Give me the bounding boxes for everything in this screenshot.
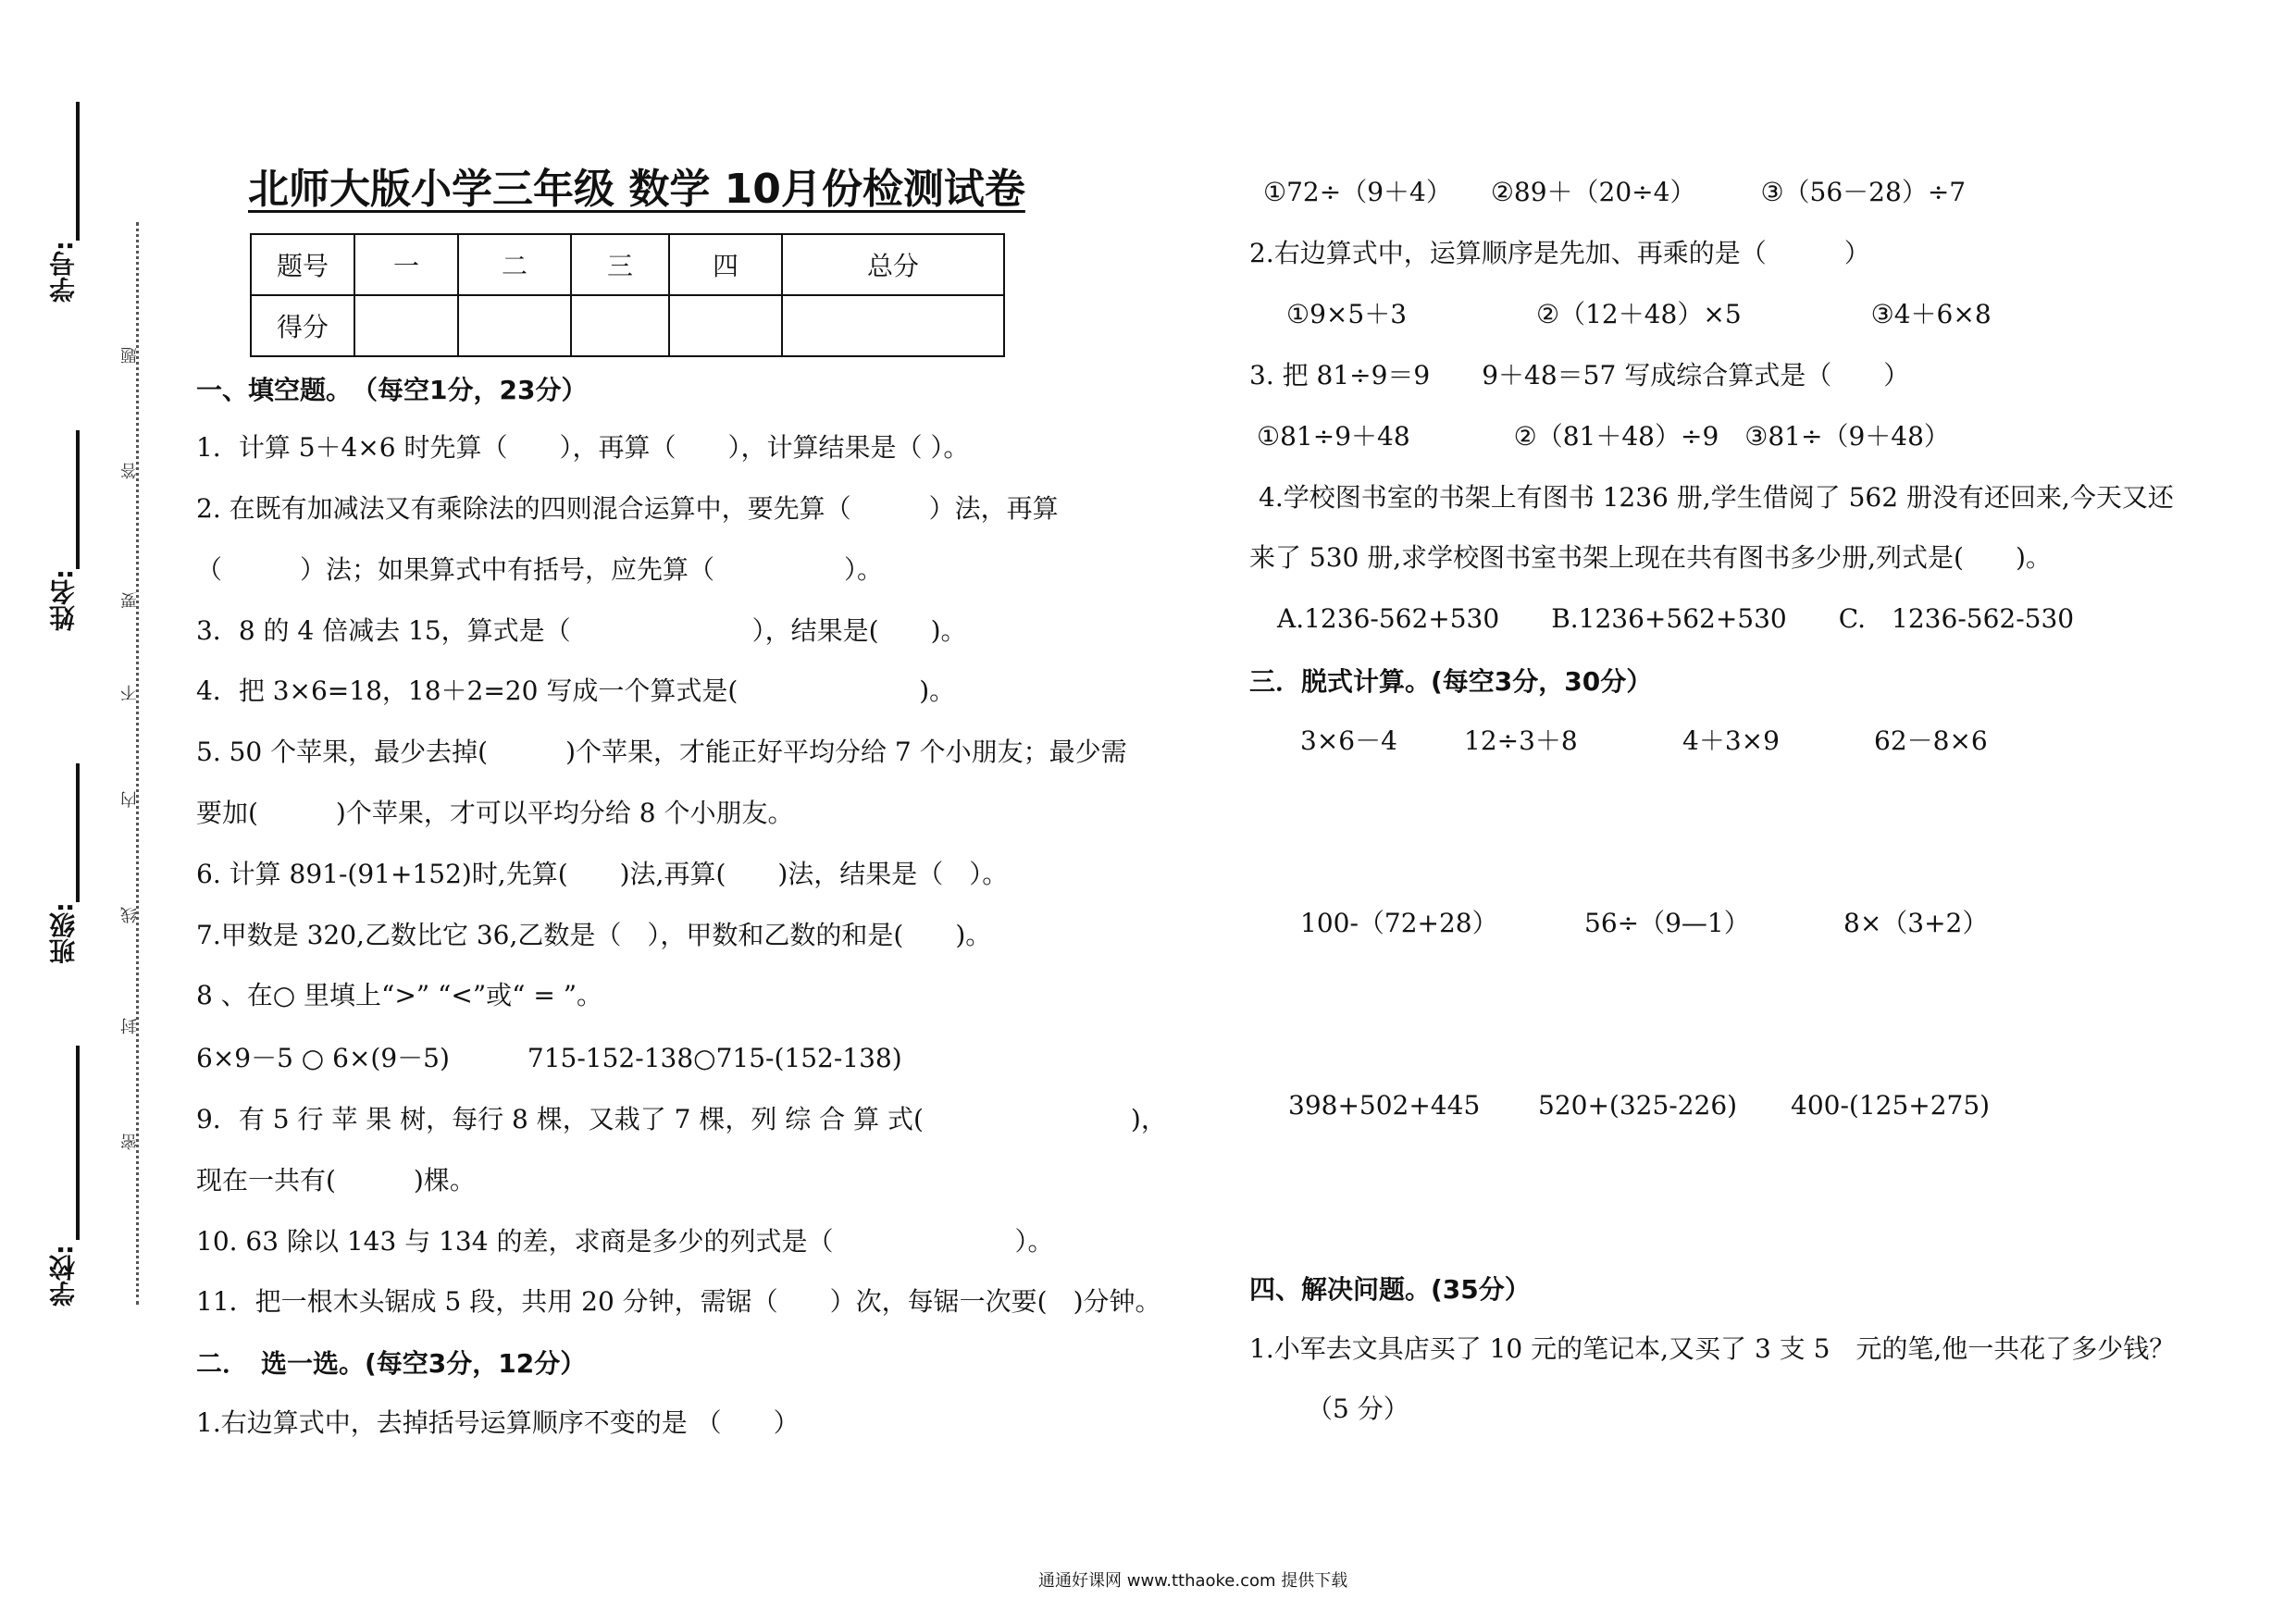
score-table-cell: 二 — [458, 234, 571, 295]
seal-hint-char: 内 — [120, 791, 140, 808]
question-line: 3．8 的 4 倍减去 15，算式是（ ），结果是( )。 — [196, 615, 967, 646]
seal-hint-char: 要 — [120, 592, 140, 609]
question-line: 8 、在○ 里填上“>” “<”或“ = ”。 — [196, 980, 603, 1010]
score-table — [250, 233, 1005, 357]
score-table-cell: 四 — [669, 234, 782, 295]
section2-heading: 二． 选一选。(每空3分，12分） — [196, 1348, 587, 1379]
question-line: 2.右边算式中，运算顺序是先加、再乘的是（ ） — [1249, 238, 1870, 268]
margin-line-1 — [76, 102, 80, 241]
question-line: 10. 63 除以 143 与 134 的差，求商是多少的列式是（ ）。 — [196, 1226, 1054, 1257]
calc-item: 400-(125+275) — [1791, 1090, 1991, 1121]
question-line: 现在一共有( )棵。 — [196, 1165, 476, 1196]
score-input-cell[interactable] — [354, 295, 458, 356]
score-table-header-row — [251, 234, 1004, 295]
margin-line-3 — [76, 763, 80, 902]
score-input-cell[interactable] — [458, 295, 571, 356]
question-line: 1.右边算式中，去掉括号运算顺序不变的是 （ ） — [196, 1407, 800, 1438]
question-line: ①9×5＋3 ②（12＋48）×5 ③4＋6×8 — [1286, 299, 1992, 329]
seal-hint-char: 答 — [120, 463, 140, 479]
name-label: 姓名: — [48, 569, 79, 632]
footer-credit: 通通好课网 www.tthaoke.com 提供下载 — [1038, 1571, 1348, 1591]
question-line: 来了 530 册,求学校图书室书架上现在共有图书多少册,列式是( )。 — [1249, 542, 2052, 573]
score-table-cell: 题号 — [251, 234, 354, 295]
question-line: ①81÷9＋48 ②（81＋48）÷9 ③81÷（9＋48） — [1257, 421, 1950, 452]
question-line: 1．计算 5＋4×6 时先算（ ），再算（ ），计算结果是（ ）。 — [196, 432, 970, 463]
question-line: ①72÷（9＋4） ②89＋（20÷4） ③（56－28）÷7 — [1263, 177, 1967, 207]
question-line: 6. 计算 891-(91+152)时,先算( )法,再算( )法，结果是（ ）。 — [196, 859, 1009, 889]
question-line: 6×9－5 ○ 6×(9－5) 715-152-138○715-(152-138) — [196, 1043, 902, 1073]
question-line: 9．有 5 行 苹 果 树，每行 8 棵，又栽了 7 棵，列 综 合 算 式( )， — [196, 1104, 1167, 1134]
seal-hint-char: 线 — [120, 907, 140, 923]
question-line: 3. 把 81÷9＝9 9＋48＝57 写成综合算式是（ ） — [1249, 360, 1910, 390]
calc-item: 56÷（9—1） — [1584, 908, 1750, 938]
seal-hint-char: 不 — [120, 685, 140, 701]
calc-item: 8×（3+2） — [1843, 908, 1989, 938]
calc-item: 12÷3＋8 — [1464, 725, 1578, 756]
calc-item: 398+502+445 — [1288, 1090, 1481, 1121]
seal-hint-char: 封 — [120, 1018, 140, 1035]
score-table-cell: 一 — [354, 234, 458, 295]
score-table-cell: 得分 — [251, 295, 354, 356]
score-input-cell[interactable] — [669, 295, 782, 356]
section1-heading: 一、填空题。 （每空1分，23分） — [196, 375, 588, 405]
question-line: 4.学校图书室的书架上有图书 1236 册,学生借阅了 562 册没有还回来,今天又还 — [1259, 482, 2174, 513]
margin-line-4 — [76, 1046, 80, 1240]
seal-hint-char: 密 — [120, 1134, 140, 1150]
section4-heading: 四、解决问题。(35分） — [1249, 1274, 1531, 1305]
score-table-cell: 总分 — [782, 234, 1004, 295]
school-label: 学校: — [48, 1245, 79, 1307]
calc-item: 62－8×6 — [1874, 725, 1988, 756]
page-title: 北师大版小学三年级 数学 10月份检测试卷 — [248, 166, 1025, 213]
question-line: 要加( )个苹果，才可以平均分给 8 个小朋友。 — [196, 798, 794, 828]
question-line: 2. 在既有加减法又有乘除法的四则混合运算中，要先算（ ）法，再算 — [196, 493, 1059, 524]
calc-item: 100-（72+28） — [1300, 908, 1498, 938]
score-table-cell: 三 — [571, 234, 669, 295]
calc-item: 520+(325-226) — [1538, 1090, 1738, 1121]
seal-hint-char: 题 — [120, 347, 140, 364]
question-line: （ ）法；如果算式中有括号，应先算（ ）。 — [196, 554, 884, 585]
margin-line-2 — [76, 430, 80, 569]
score-table-score-row — [251, 295, 1004, 356]
score-input-cell[interactable] — [571, 295, 669, 356]
question-line: 4．把 3×6=18，18＋2=20 写成一个算式是( )。 — [196, 675, 956, 706]
question-line: A.1236-562+530 B.1236+562+530 C. 1236-562-530 — [1277, 603, 2075, 634]
score-input-cell[interactable] — [782, 295, 1004, 356]
question-line: 7.甲数是 320,乙数比它 36,乙数是（ ），甲数和乙数的和是( )。 — [196, 920, 992, 950]
question-points: （5 分） — [1307, 1394, 1409, 1424]
class-label: 班级: — [48, 902, 79, 965]
question-line: 1.小军去文具店买了 10 元的笔记本,又买了 3 支 5 元的笔,他一共花了多少钱？ — [1249, 1333, 2176, 1364]
question-line: 5. 50 个苹果，最少去掉( )个苹果，才能正好平均分给 7 个小朋友；最少需 — [196, 737, 1127, 767]
question-line: 11．把一根木头锯成 5 段，共用 20 分钟，需锯（ ）次，每锯一次要( )分钟。 — [196, 1286, 1161, 1317]
calc-item: 3×6－4 — [1300, 725, 1397, 756]
calc-item: 4＋3×9 — [1682, 725, 1780, 756]
student-no-label: 学号: — [48, 241, 79, 304]
section3-heading: 三．脱式计算。(每空3分，30分） — [1249, 666, 1653, 697]
